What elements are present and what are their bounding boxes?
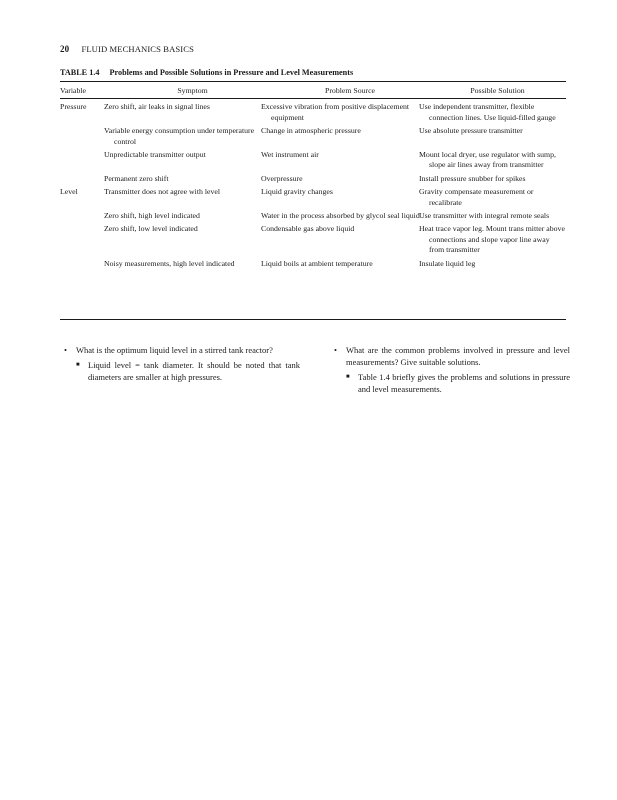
cell-variable: Pressure [60,102,87,112]
cell-solution: Mount local dryer, use regulator with sump, slope air lines away from transmitter [419,150,556,170]
cell-problem-source: Wet instrument air [261,150,319,160]
square-bullet-icon: ■ [76,362,80,368]
table-row [60,126,566,150]
cell-symptom: Zero shift, high level indicated [104,211,200,221]
question-text: What are the common problems involved in pressure and level measurements? Give suitable solutions. [346,345,570,367]
bullet-icon: • [334,345,337,355]
table-row [60,99,566,126]
page [60,44,570,394]
cell-variable: Level [60,187,78,197]
cell-solution: Use independent transmitter, flexible connection lines. Use liquid-filled gauge [419,102,556,122]
answer-text: Table 1.4 briefly gives the problems and solutions in pressure and level measurements. [358,372,570,394]
cell-symptom: Transmitter does not agree with level [104,187,220,197]
cell-symptom: Unpredictable transmitter output [104,150,206,160]
running-head-title: FLUID MECHANICS BASICS [81,44,194,54]
cell-solution: Use absolute pressure transmitter [419,126,523,136]
table-row [60,259,566,272]
table-header-row [60,85,566,99]
answer-item [64,359,300,383]
header-problem-source: Problem Source [324,86,376,95]
running-head [60,44,566,56]
header-possible-solution: Possible Solution [470,86,525,95]
bullet-icon: • [64,345,67,355]
header-symptom: Symptom [177,86,208,95]
square-bullet-icon: ■ [346,374,350,380]
problems-solutions-table [60,85,566,272]
table-label: TABLE 1.4 [60,68,100,77]
cell-solution: Heat trace vapor leg. Mount trans mitter above connections and slope vapor line away from transmitter [419,224,565,255]
cell-problem-source: Liquid gravity changes [261,187,333,197]
cell-solution: Use transmitter with integral remote seals [419,211,550,221]
cell-symptom: Variable energy consumption under temperature control [104,126,255,146]
question-item [334,344,570,368]
cell-problem-source: Excessive vibration from positive displacement equipment [261,102,410,122]
table-row [60,150,566,174]
right-column [334,344,570,395]
page-number: 20 [60,44,70,54]
cell-symptom: Zero shift, air leaks in signal lines [104,102,210,112]
cell-symptom: Permanent zero shift [104,173,169,183]
table-row [60,174,566,187]
table-bottom-rule [60,319,566,320]
cell-problem-source: Liquid boils at ambient temperature [261,258,373,268]
left-column [64,344,300,383]
cell-problem-source: Change in atmospheric pressure [261,126,361,136]
cell-problem-source: Condensable gas above liquid [261,224,355,234]
table-top-rule [60,81,566,82]
header-variable: Variable [60,86,86,95]
table-row [60,211,566,224]
table-row [60,187,566,211]
cell-symptom: Noisy measurements, high level indicated [104,258,235,268]
cell-problem-source: Water in the process absorbed by glycol seal liquid [261,211,420,221]
table-row [60,224,566,258]
cell-solution: Install pressure snubber for spikes [419,173,526,183]
cell-solution: Insulate liquid leg [419,258,476,268]
cell-problem-source: Overpressure [261,173,303,183]
question-item [64,344,300,356]
cell-symptom: Zero shift, low level indicated [104,224,198,234]
cell-solution: Gravity compensate measurement or recalibrate [419,187,534,207]
table-caption [60,68,353,77]
answer-text: Liquid level = tank diameter. It should be noted that tank diameters are smaller at high pressures. [88,360,300,382]
question-text: What is the optimum liquid level in a stirred tank reactor? [76,345,273,355]
answer-item [334,371,570,395]
table-title: Problems and Possible Solutions in Pressure and Level Measurements [109,68,354,77]
